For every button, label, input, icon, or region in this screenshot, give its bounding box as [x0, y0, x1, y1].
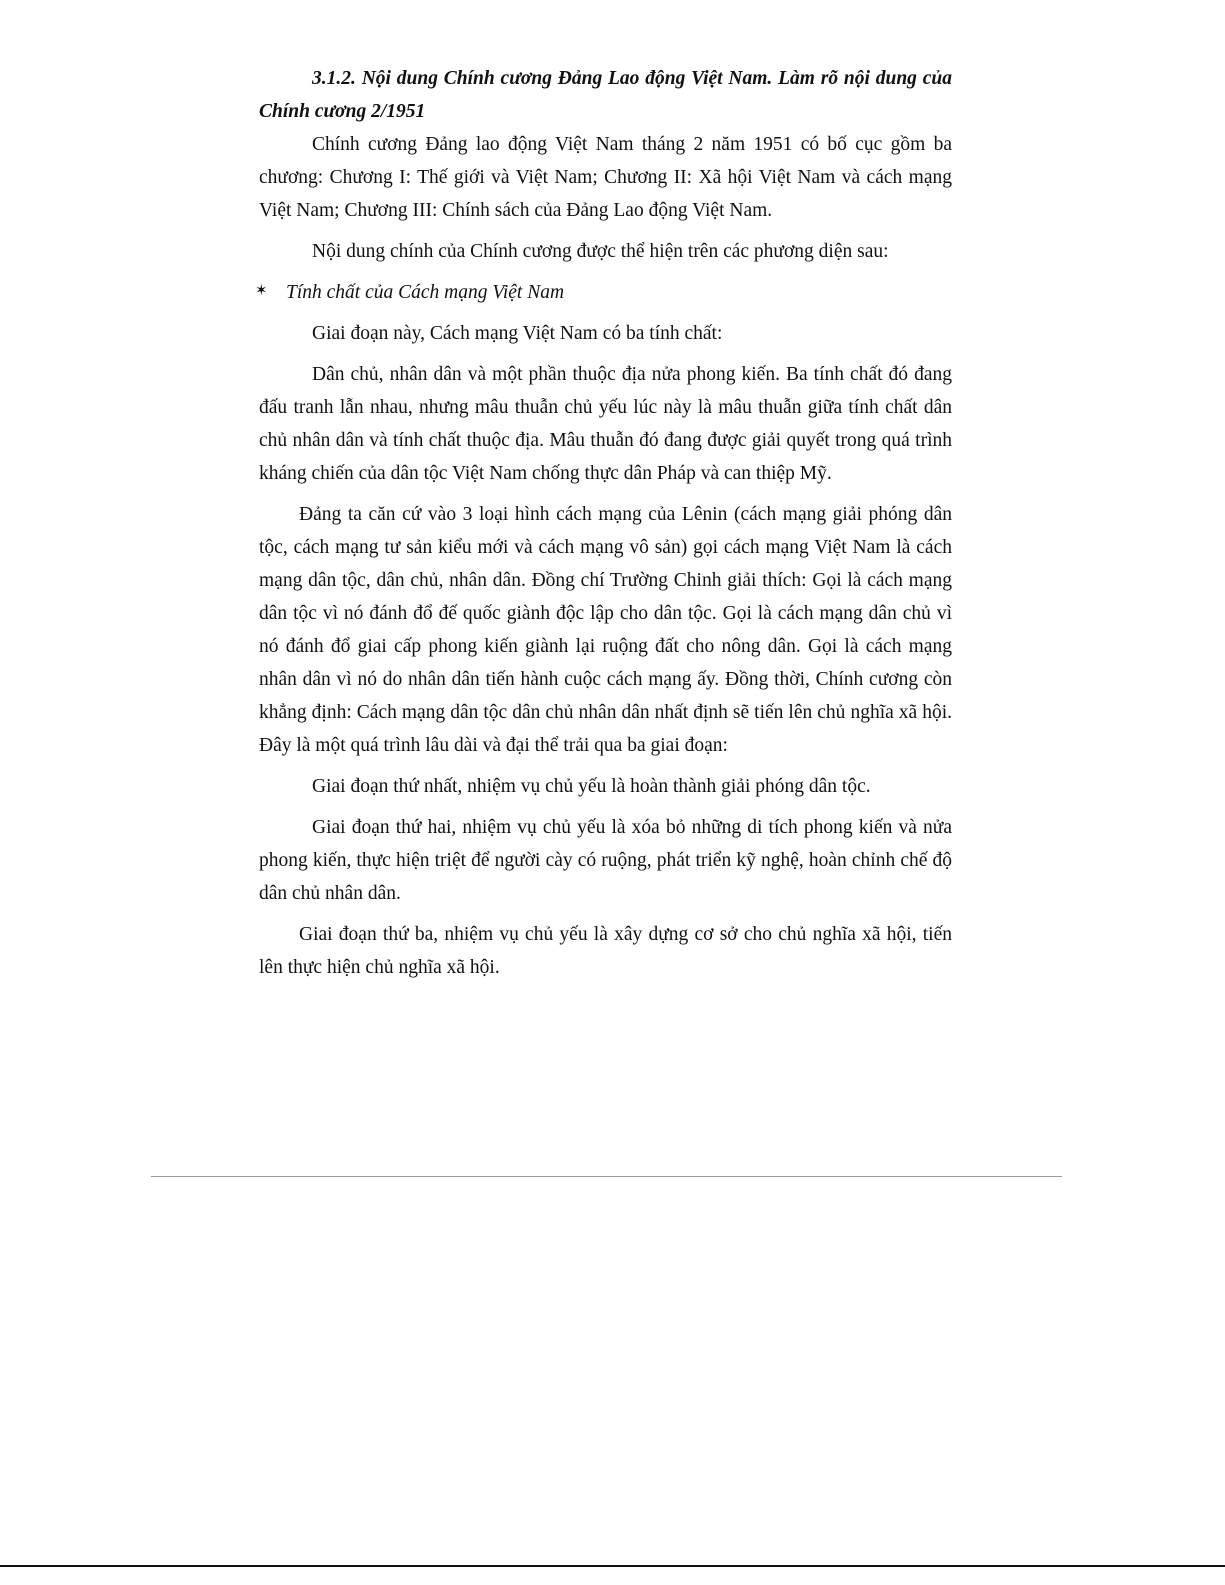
- bullet-item: [255, 276, 952, 309]
- stage-two-paragraph: Giai đoạn thứ hai, nhiệm vụ chủ yếu là xóa bỏ những di tích phong kiến và nửa phong kiến, thực hiện triệt để người cày có ruộng, phát triển kỹ nghệ, hoàn chỉnh chế độ dân chủ nhân dân.: [259, 817, 952, 904]
- bottom-border: [0, 1565, 1225, 1567]
- section-heading: 3.1.2. Nội dung Chính cương Đảng Lao động Việt Nam. Làm rõ nội dung của Chính cương 2/1951: [259, 68, 952, 122]
- intro-paragraph: Chính cương Đảng lao động Việt Nam tháng 2 năm 1951 có bố cục gồm ba chương: Chương I: Thế giới và Việt Nam; Chương II: Xã hội Việt Nam và cách mạng Việt Nam; Chương III: Chính sách của Đảng Lao động Việt Nam.: [259, 134, 952, 221]
- aspects-intro-paragraph: Nội dung chính của Chính cương được thể hiện trên các phương diện sau:: [312, 241, 889, 262]
- page-divider: [151, 1176, 1062, 1177]
- revolution-type-paragraph: Đảng ta căn cứ vào 3 loại hình cách mạng của Lênin (cách mạng giải phóng dân tộc, cách mạng tư sản kiểu mới và cách mạng vô sản) gọi cách mạng Việt Nam là cách mạng dân tộc, dân chủ, nhân dân. Đồng chí Trường Chinh giải thích: Gọi là cách mạng dân tộc vì nó đánh đổ đế quốc giành độc lập cho dân tộc. Gọi là cách mạng dân chủ vì nó đánh đổ giai cấp phong kiến giành lại ruộng đất cho nông dân. Gọi là cách mạng nhân dân vì nó do nhân dân tiến hành cuộc cách mạng ấy. Đồng thời, Chính cương còn khẳng định: Cách mạng dân tộc dân chủ nhân dân nhất định sẽ tiến lên chủ nghĩa xã hội. Đây là một quá trình lâu dài và đại thể trải qua ba giai đoạn:: [259, 504, 952, 756]
- stage-one-paragraph: Giai đoạn thứ nhất, nhiệm vụ chủ yếu là hoàn thành giải phóng dân tộc.: [312, 776, 871, 797]
- document-page: [255, 62, 952, 984]
- nature-intro-paragraph: Giai đoạn này, Cách mạng Việt Nam có ba tính chất:: [312, 323, 723, 344]
- nature-detail-paragraph: Dân chủ, nhân dân và một phần thuộc địa nửa phong kiến. Ba tính chất đó đang đấu tranh lẫn nhau, nhưng mâu thuẫn chủ yếu lúc này là mâu thuẫn giữa tính chất dân chủ nhân dân và tính chất thuộc địa. Mâu thuẫn đó đang được giải quyết trong quá trình kháng chiến của dân tộc Việt Nam chống thực dân Pháp và can thiệp Mỹ.: [259, 364, 952, 484]
- stage-three-paragraph: Giai đoạn thứ ba, nhiệm vụ chủ yếu là xây dựng cơ sở cho chủ nghĩa xã hội, tiến lên thực hiện chủ nghĩa xã hội.: [259, 924, 952, 978]
- star-bullet-icon: ✶: [255, 283, 268, 299]
- bullet-heading: Tính chất của Cách mạng Việt Nam: [286, 282, 565, 303]
